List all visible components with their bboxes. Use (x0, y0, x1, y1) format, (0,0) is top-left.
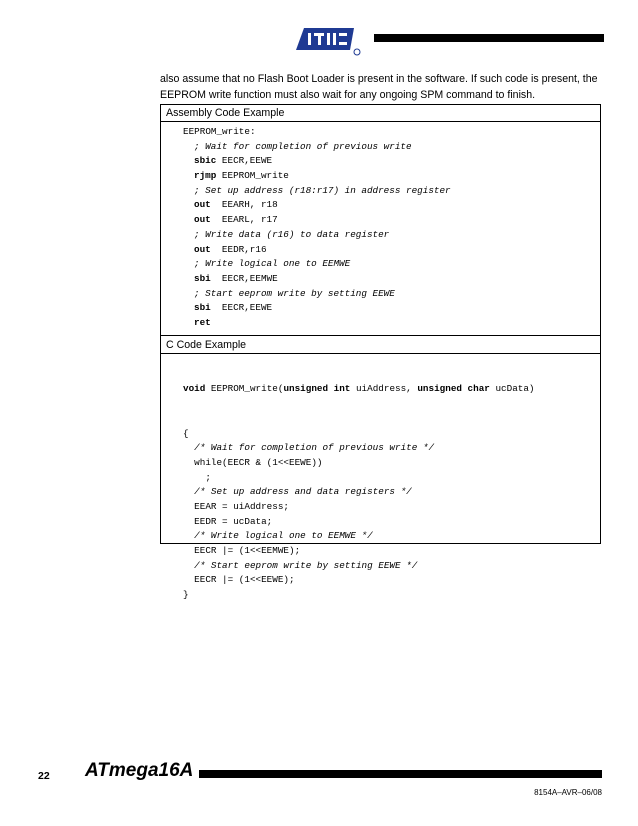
assembly-line (183, 228, 451, 243)
assembly-operands: EEPROM_write (216, 170, 289, 182)
assembly-line (183, 125, 451, 140)
assembly-comment: ; Start eeprom write by setting EEWE (194, 287, 395, 299)
assembly-line (183, 257, 451, 272)
assembly-comment: ; Write data (r16) to data register (194, 228, 390, 240)
assembly-operands: EEDR,r16 (210, 243, 267, 255)
c-comment-line: /* Write logical one to EEMWE */ (183, 530, 373, 542)
c-code-text: EEPROM_write( (205, 383, 284, 395)
assembly-label: EEPROM_write: (183, 126, 256, 137)
assembly-mnemonic: rjmp (194, 170, 217, 182)
c-code-body (183, 427, 535, 603)
c-comment-line: /* Set up address and data registers */ (183, 486, 412, 498)
assembly-mnemonic: sbi (194, 272, 211, 284)
assembly-line (183, 169, 451, 184)
assembly-line (183, 154, 451, 169)
assembly-comment: ; Set up address (r18:r17) in address register (194, 184, 451, 196)
code-example-table (160, 104, 601, 601)
assembly-line (183, 184, 451, 199)
assembly-mnemonic: out (194, 243, 211, 255)
c-code-line: ; (183, 471, 211, 483)
assembly-operands: EECR,EEWE (216, 155, 273, 167)
c-keyword: unsigned int (283, 383, 351, 395)
footer-rule (199, 770, 602, 778)
assembly-operands: EEARH, r18 (210, 199, 278, 211)
c-code-line: while(EECR & (1<<EEWE)) (183, 456, 323, 468)
assembly-line (183, 198, 451, 213)
intro-paragraph (160, 71, 606, 103)
c-comment-line: /* Start eeprom write by setting EEWE */ (183, 559, 418, 571)
header-rule (374, 34, 604, 42)
intro-line: EEPROM write function must also wait for any ongoing SPM command to finish. (160, 89, 536, 101)
c-code-line: EEAR = uiAddress; (183, 500, 290, 512)
assembly-operands: EECR,EEMWE (210, 272, 278, 284)
assembly-comment: ; Wait for completion of previous write (194, 140, 412, 152)
assembly-mnemonic: ret (194, 316, 211, 328)
assembly-comment: ; Write logical one to EEMWE (194, 258, 351, 270)
product-name: ATmega16A (85, 760, 194, 781)
c-keyword: void (183, 383, 206, 395)
c-comment-line: /* Wait for completion of previous write */ (183, 442, 435, 454)
assembly-operands: EECR,EEWE (210, 302, 273, 314)
c-code-line: EECR |= (1<<EEWE); (183, 574, 295, 586)
assembly-line (183, 140, 451, 155)
assembly-mnemonic: out (194, 199, 211, 211)
c-code-line: } (183, 589, 189, 601)
assembly-line (183, 287, 451, 302)
assembly-code-block (183, 125, 451, 331)
assembly-mnemonic: sbi (194, 302, 211, 314)
c-keyword: unsigned char (417, 383, 490, 395)
c-code-line: { (183, 427, 189, 439)
c-function-signature (183, 382, 535, 397)
intro-line: also assume that no Flash Boot Loader is present in the software. If such code is present, the (160, 73, 598, 85)
c-code-line: EEDR = ucData; (183, 515, 273, 527)
c-code-text: ucData) (489, 383, 535, 395)
assembly-line (183, 243, 451, 258)
assembly-example-title: Assembly Code Example (161, 105, 600, 122)
assembly-mnemonic: out (194, 214, 211, 226)
assembly-line (183, 272, 451, 287)
assembly-line (183, 316, 451, 331)
document-code: 8154A–AVR–06/08 (534, 788, 602, 797)
assembly-line (183, 301, 451, 316)
c-code-block (183, 353, 535, 632)
c-code-line: EECR |= (1<<EEMWE); (183, 545, 301, 556)
page-number: 22 (38, 770, 50, 782)
assembly-mnemonic: sbic (194, 155, 217, 167)
c-code-text: uiAddress, (350, 383, 418, 395)
assembly-line (183, 213, 451, 228)
assembly-operands: EEARL, r17 (210, 214, 278, 226)
atmel-logo (294, 24, 362, 56)
c-example-title: C Code Example (161, 335, 600, 354)
